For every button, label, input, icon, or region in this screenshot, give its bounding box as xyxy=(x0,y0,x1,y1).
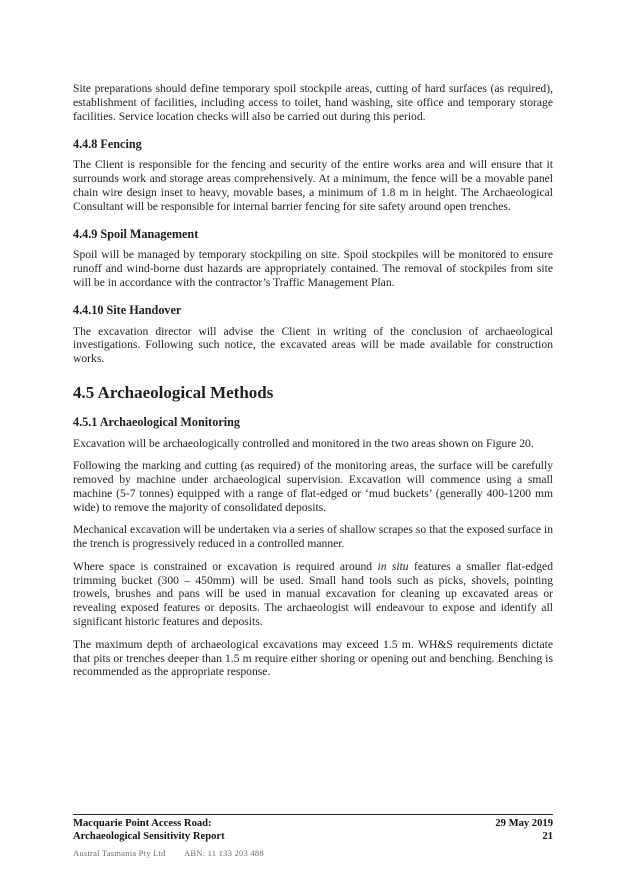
spoil-management-paragraph: Spoil will be managed by temporary stockpiling on site. Spoil stockpiles will be monitored to ensure runoff and wind-borne dust hazards are appropriately contained. The removal of stockpiles from site will be in accordance with the contractor’s Traffic Management Plan. xyxy=(73,248,553,290)
heading-4-4-8-fencing: 4.4.8 Fencing xyxy=(73,136,142,151)
heading-4-5-1-archaeological-monitoring: 4.5.1 Archaeological Monitoring xyxy=(73,415,240,430)
footer-date-page xyxy=(495,818,553,843)
footer-abn: ABN: 11 133 203 488 xyxy=(183,848,264,859)
intro-paragraph: Site preparations should define temporary spoil stockpile areas, cutting of hard surfaces (as required), establishment of facilities, including access to toilet, hand washing, site office and temporary storage facilities. Service location checks will also be carried out during this period. xyxy=(73,82,553,123)
monitoring-paragraph-4-post: features a smaller flat-edged trimming bucket (300 – 450mm) will be used. Small hand tools such as picks, shovels, pointing trowels, brushes and pans will be used in manual excavation for cleaning up excavated areas or revealing exposed features or deposits. The archaeologist will endeavour to expose and identify all significant historic features and deposits. xyxy=(73,559,553,629)
fencing-paragraph: The Client is responsible for the fencing and security of the entire works area and will ensure that it surrounds work and storage areas comprehensively. At a minimum, the fence will be a movable panel chain wire design inset to heavy, movable bases, a minimum of 1.8 m in height. The Archaeological Consultant will be responsible for internal barrier fencing for site safety around open trenches. xyxy=(73,158,553,213)
footer-main-row xyxy=(73,818,553,843)
footer-company-line xyxy=(73,848,553,858)
heading-4-5-archaeological-methods: 4.5 Archaeological Methods xyxy=(73,383,274,403)
footer-title-line-2: Archaeological Sensitivity Report xyxy=(73,830,225,842)
heading-4-4-10-site-handover: 4.4.10 Site Handover xyxy=(73,303,182,318)
footer-document-title xyxy=(73,818,225,843)
monitoring-paragraph-2: Following the marking and cutting (as required) of the monitoring areas, the surface will be carefully removed by machine under archaeological supervision. Excavation will commence using a small machine (5-7 tonnes) equipped with a range of flat-edged or ‘mud buckets’ (generally 400-1200 mm wide) to remove the majority of consolidated deposits. xyxy=(73,459,553,514)
page-content xyxy=(73,82,553,688)
footer-divider xyxy=(73,814,553,815)
footer-title-line-1: Macquarie Point Access Road: xyxy=(73,818,212,829)
monitoring-paragraph-3: Mechanical excavation will be undertaken via a series of shallow scrapes so that the exposed surface in the trench is progressively reduced in a controlled manner. xyxy=(73,523,553,551)
footer-page-number: 21 xyxy=(542,830,553,842)
heading-4-4-9-spoil-management: 4.4.9 Spoil Management xyxy=(73,226,199,241)
site-handover-paragraph: The excavation director will advise the Client in writing of the conclusion of archaeological investigations. Following such notice, the excavated areas will be made available for construction works. xyxy=(73,324,553,366)
monitoring-paragraph-1: Excavation will be archaeologically controlled and monitored in the two areas shown on Figure 20. xyxy=(73,436,534,450)
monitoring-paragraph-4 xyxy=(73,560,553,630)
monitoring-paragraph-5: The maximum depth of archaeological excavations may exceed 1.5 m. WH&S requirements dictate that pits or trenches deeper than 1.5 m require either shoring or opening out and benching. Benching is recommended as the appropriate response. xyxy=(73,637,553,679)
footer-date: 29 May 2019 xyxy=(495,818,553,829)
footer-company-name: Austral Tasmania Pty Ltd xyxy=(73,848,166,859)
in-situ-italic-text: in situ xyxy=(377,559,409,573)
page-footer xyxy=(73,814,553,858)
monitoring-paragraph-4-pre: Where space is constrained or excavation is required around xyxy=(73,559,378,573)
